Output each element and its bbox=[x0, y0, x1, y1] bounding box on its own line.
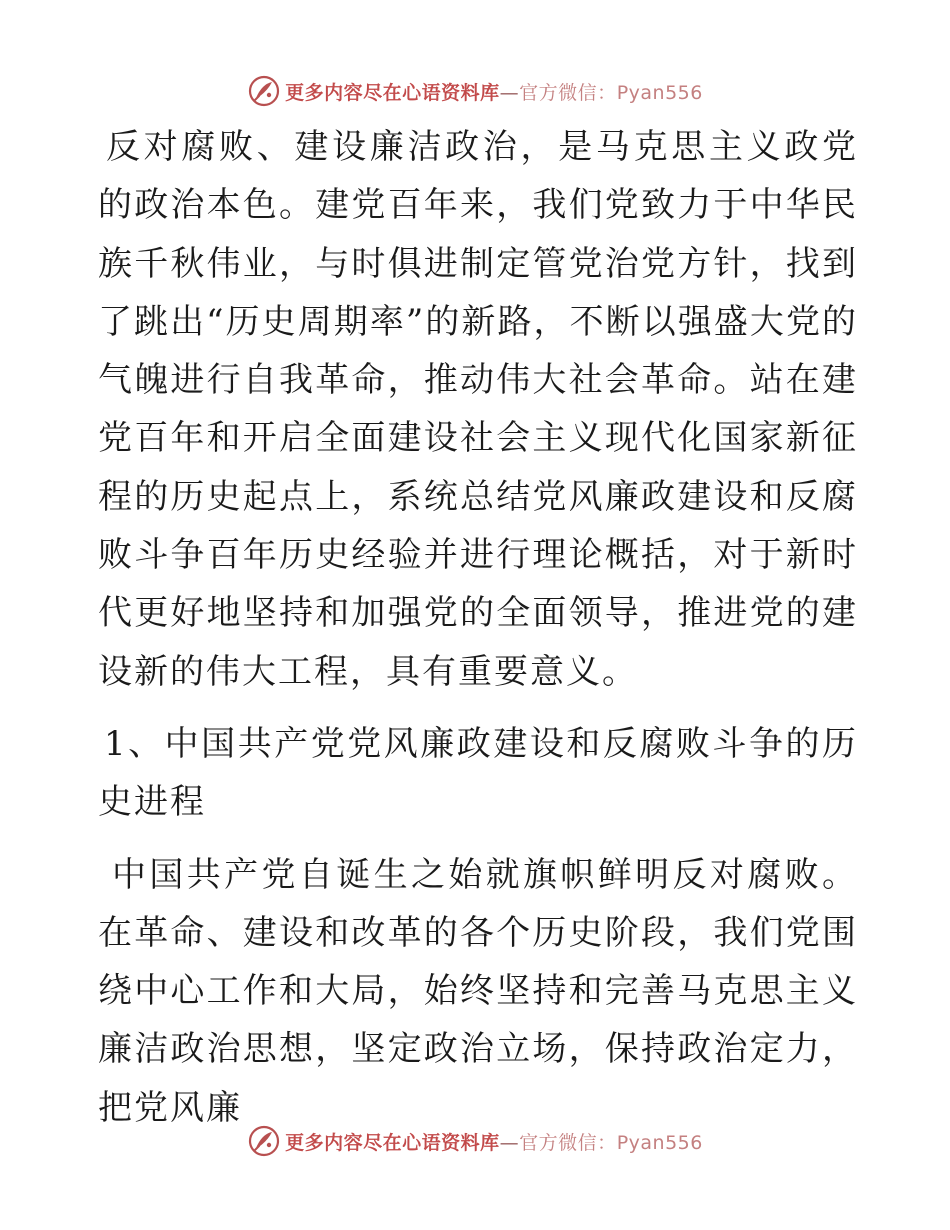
banner-contact-label: 官方微信： bbox=[519, 1131, 617, 1154]
banner-main-text: 更多内容尽在心语资料库 bbox=[285, 1131, 500, 1154]
banner-contact-label: 官方微信： bbox=[519, 81, 617, 104]
pen-seal-icon bbox=[247, 74, 281, 108]
paragraph-intro: 反对腐败、建设廉洁政治，是马克思主义政党的政治本色。建党百年来，我们党致力于中华民族千秋伟业，与时俱进制定管党治党方针，找到了跳出“历史周期率”的新路，不断以强盛大党的气魄进行自我革命，推动伟大社会革命。站在建党百年和开启全面建设社会主义现代化国家新征程的历史起点上，系统总结党风廉政建设和反腐败斗争百年历史经验并进行理论概括，对于新时代更好地坚持和加强党的全面领导，推进党的建设新的伟大工程，具有重要意义。 bbox=[98, 127, 858, 692]
banner-contact-id: Pyan556 bbox=[616, 81, 703, 104]
banner-main-text: 更多内容尽在心语资料库 bbox=[285, 81, 500, 104]
banner-dash: — bbox=[499, 1131, 520, 1154]
header-banner bbox=[0, 71, 950, 111]
section-heading: 1、中国共产党党风廉政建设和反腐败斗争的历史进程 bbox=[98, 723, 858, 823]
footer-banner bbox=[0, 1121, 950, 1161]
pen-seal-icon bbox=[247, 1124, 281, 1158]
banner-dash: — bbox=[499, 81, 520, 104]
paragraph-history: 中国共产党自诞生之始就旗帜鲜明反对腐败。在革命、建设和改革的各个历史阶段，我们党围绕中心工作和大局，始终坚持和完善马克思主义廉洁政治思想，坚定政治立场，保持政治定力，把党风廉 bbox=[98, 854, 858, 1128]
banner-contact-id: Pyan556 bbox=[616, 1131, 703, 1154]
document-body bbox=[98, 118, 858, 1137]
